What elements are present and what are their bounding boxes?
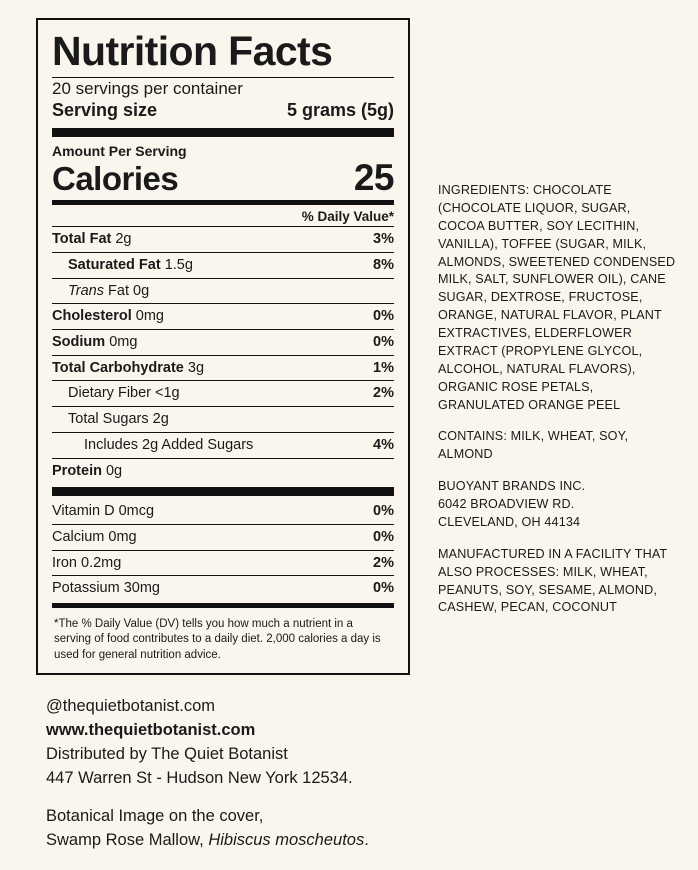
calories-label: Calories [52,160,179,198]
cover-species-common: Swamp Rose Mallow, [46,830,209,849]
nutrient-dv-vitamin-d: 0% [373,503,394,520]
nutrient-name-dietary-fiber: Dietary Fiber <1g [68,385,180,402]
serving-size-row [52,99,394,124]
nutrient-name-total-carbohydrate: Total Carbohydrate 3g [52,359,205,376]
facility-allergen-text: MANUFACTURED IN A FACILITY THAT ALSO PROCESSES: MILK, WHEAT, PEANUTS, SOY, SESAME, ALMOND, CASHEW, PECAN, COCONUT [438,546,668,615]
calories-value: 25 [353,157,394,199]
footer-spacer [46,791,646,805]
table-row-iron [52,551,394,576]
table-row-added-sugars [52,433,394,458]
nutrient-name-saturated-fat: Saturated Fat 1.5g [68,257,193,274]
nutrient-name-protein: Protein 0g [52,462,123,479]
nutrient-name-iron: Iron 0.2mg [52,554,122,571]
amount-per-serving-label: Amount Per Serving [52,143,187,160]
ingredients-text: INGREDIENTS: CHOCOLATE (CHOCOLATE LIQUOR, SUGAR, COCOA BUTTER, SOY LECITHIN, VANILLA), TOFFEE (SUGAR, MILK, ALMONDS, SWEETENED CONDENSED MILK, SALT, SUNFLOWER OIL), CANE SUGAR, DEXTROSE, FRUCTOSE, ORANGE, NATURAL FLAVOR, PLANT EXTRACTIVES, ELDERFLOWER EXTRACT (PROPYLENE GLYCOL, ALCOHOL, NATURAL FLAVORS), ORGANIC ROSE PETALS, GRANULATED ORANGE PEEL [438,183,676,412]
company-city-state-zip: CLEVELAND, OH 44134 [438,514,581,529]
nutrition-facts-title: Nutrition Facts [52,28,333,74]
nutrient-dv-total-fat: 3% [373,231,394,248]
divider-thick-top [52,128,394,137]
cover-species [46,829,646,853]
table-row-protein [52,459,394,484]
divider-thick-bottom [52,487,394,496]
nutrient-dv-total-carbohydrate: 1% [373,359,394,376]
serving-size-value: 5 grams (5g) [286,100,394,121]
table-row-total-carbohydrate [52,356,394,381]
cover-note: Botanical Image on the cover, [46,806,264,825]
nutrient-name-calcium: Calcium 0mg [52,528,137,545]
nutrition-facts-panel [36,18,410,675]
servings-per-container: 20 servings per container [52,79,243,99]
company-address-block [438,478,678,532]
divider-under-calories [52,200,394,205]
nutrient-dv-calcium: 0% [373,528,394,545]
table-row-cholesterol [52,304,394,329]
table-row-potassium [52,576,394,601]
table-row-total-fat [52,227,394,252]
divider-above-footnote [52,603,394,608]
nutrient-dv-dietary-fiber: 2% [373,385,394,402]
contains-allergens-text: CONTAINS: MILK, WHEAT, SOY, ALMOND [438,429,629,462]
nutrient-dv-saturated-fat: 8% [373,257,394,274]
table-row-trans-fat [52,279,394,304]
social-handle: @thequietbotanist.com [46,697,216,715]
distributor-address: 447 Warren St - Hudson New York 12534. [46,768,353,787]
table-row-dietary-fiber [52,381,394,406]
company-name: BUOYANT BRANDS INC. [438,479,586,494]
table-row-calcium [52,525,394,550]
nutrient-name-total-sugars: Total Sugars 2g [68,411,169,428]
table-row-sodium [52,330,394,355]
company-street: 6042 BROADVIEW RD. [438,497,575,511]
cover-species-period: . [364,830,369,849]
product-info-column [438,182,678,617]
nutrient-dv-sodium: 0% [373,334,394,351]
nutrient-dv-added-sugars: 4% [373,436,394,453]
table-row-total-sugars [52,407,394,432]
nutrient-name-total-fat: Total Fat 2g [52,231,132,248]
nutrient-dv-potassium: 0% [373,580,394,597]
nutrient-name-cholesterol: Cholesterol 0mg [52,308,165,325]
nutrient-name-potassium: Potassium 30mg [52,580,160,597]
daily-value-footnote: *The % Daily Value (DV) tells you how much a nutrient in a serving of food contributes to a daily diet. 2,000 calories a day is used for general nutrition advice. [54,617,381,661]
nutrient-name-added-sugars: Includes 2g Added Sugars [84,436,254,453]
table-row-saturated-fat [52,253,394,278]
distributed-by: Distributed by The Quiet Botanist [46,744,288,763]
website-url[interactable]: www.thequietbotanist.com [46,720,256,739]
table-row-vitamin-d [52,499,394,524]
footer-block [46,695,646,853]
calories-row [52,159,394,198]
daily-value-header: % Daily Value* [301,209,394,225]
nutrient-name-trans-fat: Trans Fat 0g [68,282,150,299]
nutrient-name-vitamin-d: Vitamin D 0mcg [52,503,155,520]
nutrient-dv-iron: 2% [373,554,394,571]
nutrient-name-sodium: Sodium 0mg [52,334,138,351]
cover-species-latin: Hibiscus moscheutos [208,830,365,849]
serving-size-label: Serving size [52,100,158,121]
nutrient-dv-cholesterol: 0% [373,308,394,325]
